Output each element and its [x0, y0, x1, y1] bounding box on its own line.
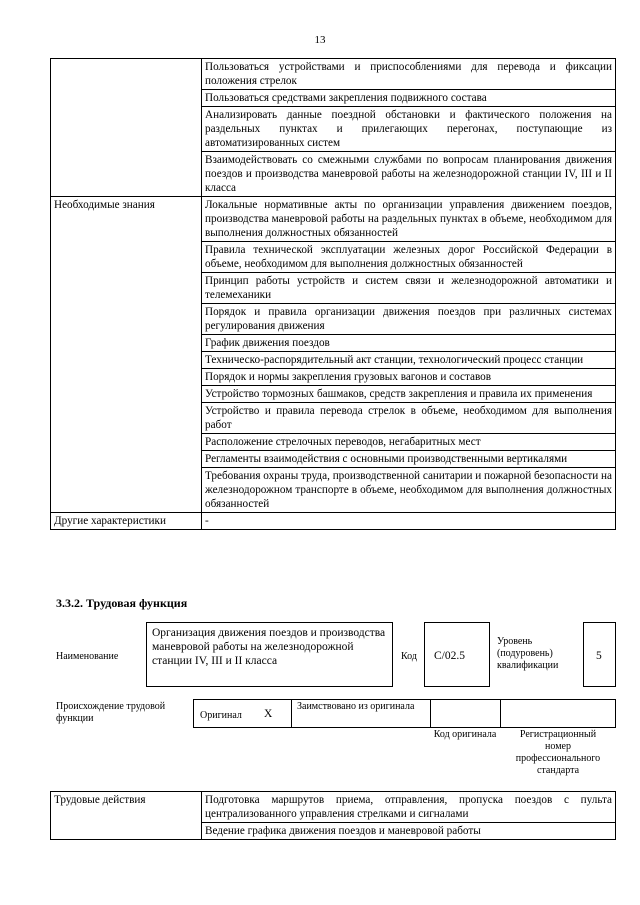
level-label: Уровень (подуровень) квалификации — [497, 636, 559, 671]
skill-cell: Пользоваться устройствами и приспособлениями для перевода и фиксации положения стрелок — [202, 59, 616, 90]
labor-action-cell: Ведение графика движения поездов и маневровой работы — [202, 823, 616, 840]
knowledge-cell: Правила технической эксплуатации железных дорог Российской Федерации в объеме, необходимом для выполнения должностных обязанностей — [202, 242, 616, 273]
knowledge-cell: Устройство и правила перевода стрелок в объеме, необходимом для выполнения работ — [202, 403, 616, 434]
table-row — [51, 59, 616, 90]
level-value: 5 — [596, 650, 602, 662]
reg-number-box — [500, 699, 616, 728]
knowledge-cell: Порядок и нормы закрепления грузовых вагонов и составов — [202, 369, 616, 386]
knowledge-cell: Локальные нормативные акты по организации управления движением поездов, производства маневровой работы на раздельных пунктах в объеме, необходимом для выполнения должностных обязанностей — [202, 197, 616, 242]
knowledge-cell: Требования охраны труда, производственной санитарии и пожарной безопасности на железнодорожном транспорте в объеме, необходимом для выполнения должностных обязанностей — [202, 468, 616, 513]
knowledge-cell: Расположение стрелочных переводов, негабаритных мест — [202, 434, 616, 451]
borrowed-label: Заимствовано из оригинала — [297, 701, 415, 712]
skills-label-cell — [51, 59, 202, 197]
skill-cell: Взаимодействовать со смежными службами по вопросам планирования движения поездов и производства маневровой работы на железнодорожной станции IV, III и II класса — [202, 152, 616, 197]
page-number: 13 — [314, 34, 326, 46]
skill-cell: Пользоваться средствами закрепления подвижного состава — [202, 90, 616, 107]
labor-action-cell: Подготовка маршрутов приема, отправления, пропуска поездов с пульта централизованного управления стрелками и сигналами — [202, 792, 616, 823]
labor-actions-table — [50, 791, 616, 840]
reg-number-caption: Регистрационный номер профессионального стандарта — [515, 729, 601, 776]
knowledge-cell: Порядок и правила организации движения поездов при различных системах регулирования движения — [202, 304, 616, 335]
table-row — [51, 197, 616, 242]
original-mark: X — [264, 708, 273, 720]
origin-label: Происхождение трудовой функции — [56, 701, 166, 724]
other-value: - — [202, 513, 616, 530]
name-label: Наименование — [56, 651, 119, 662]
section-title: 3.3.2. Трудовая функция — [56, 596, 188, 610]
code-original-box — [430, 699, 501, 728]
knowledge-cell: График движения поездов — [202, 335, 616, 352]
skill-cell: Анализировать данные поездной обстановки и фактического положения на раздельных пунктах и прилегающих перегонах, поступающие из автоматизированных систем — [202, 107, 616, 152]
knowledge-cell: Техническо-распорядительный акт станции, технологический процесс станции — [202, 352, 616, 369]
knowledge-cell: Устройство тормозных башмаков, средств закрепления и правила их применения — [202, 386, 616, 403]
table-row — [51, 792, 616, 823]
labor-actions-label: Трудовые действия — [51, 792, 202, 840]
code-label: Код — [401, 651, 417, 662]
code-value: C/02.5 — [434, 650, 465, 662]
other-label: Другие характеристики — [51, 513, 202, 530]
requirements-table — [50, 58, 616, 530]
knowledge-label: Необходимые знания — [51, 197, 202, 513]
name-value: Организация движения поездов и производства маневровой работы на железнодорожной станции IV, III и II класса — [152, 627, 386, 667]
code-original-caption: Код оригинала — [433, 729, 497, 740]
knowledge-cell: Регламенты взаимодействия с основными производственными вертикалями — [202, 451, 616, 468]
table-row — [51, 513, 616, 530]
knowledge-cell: Принцип работы устройств и систем связи и железнодорожной автоматики и телемеханики — [202, 273, 616, 304]
original-label: Оригинал — [200, 710, 242, 721]
